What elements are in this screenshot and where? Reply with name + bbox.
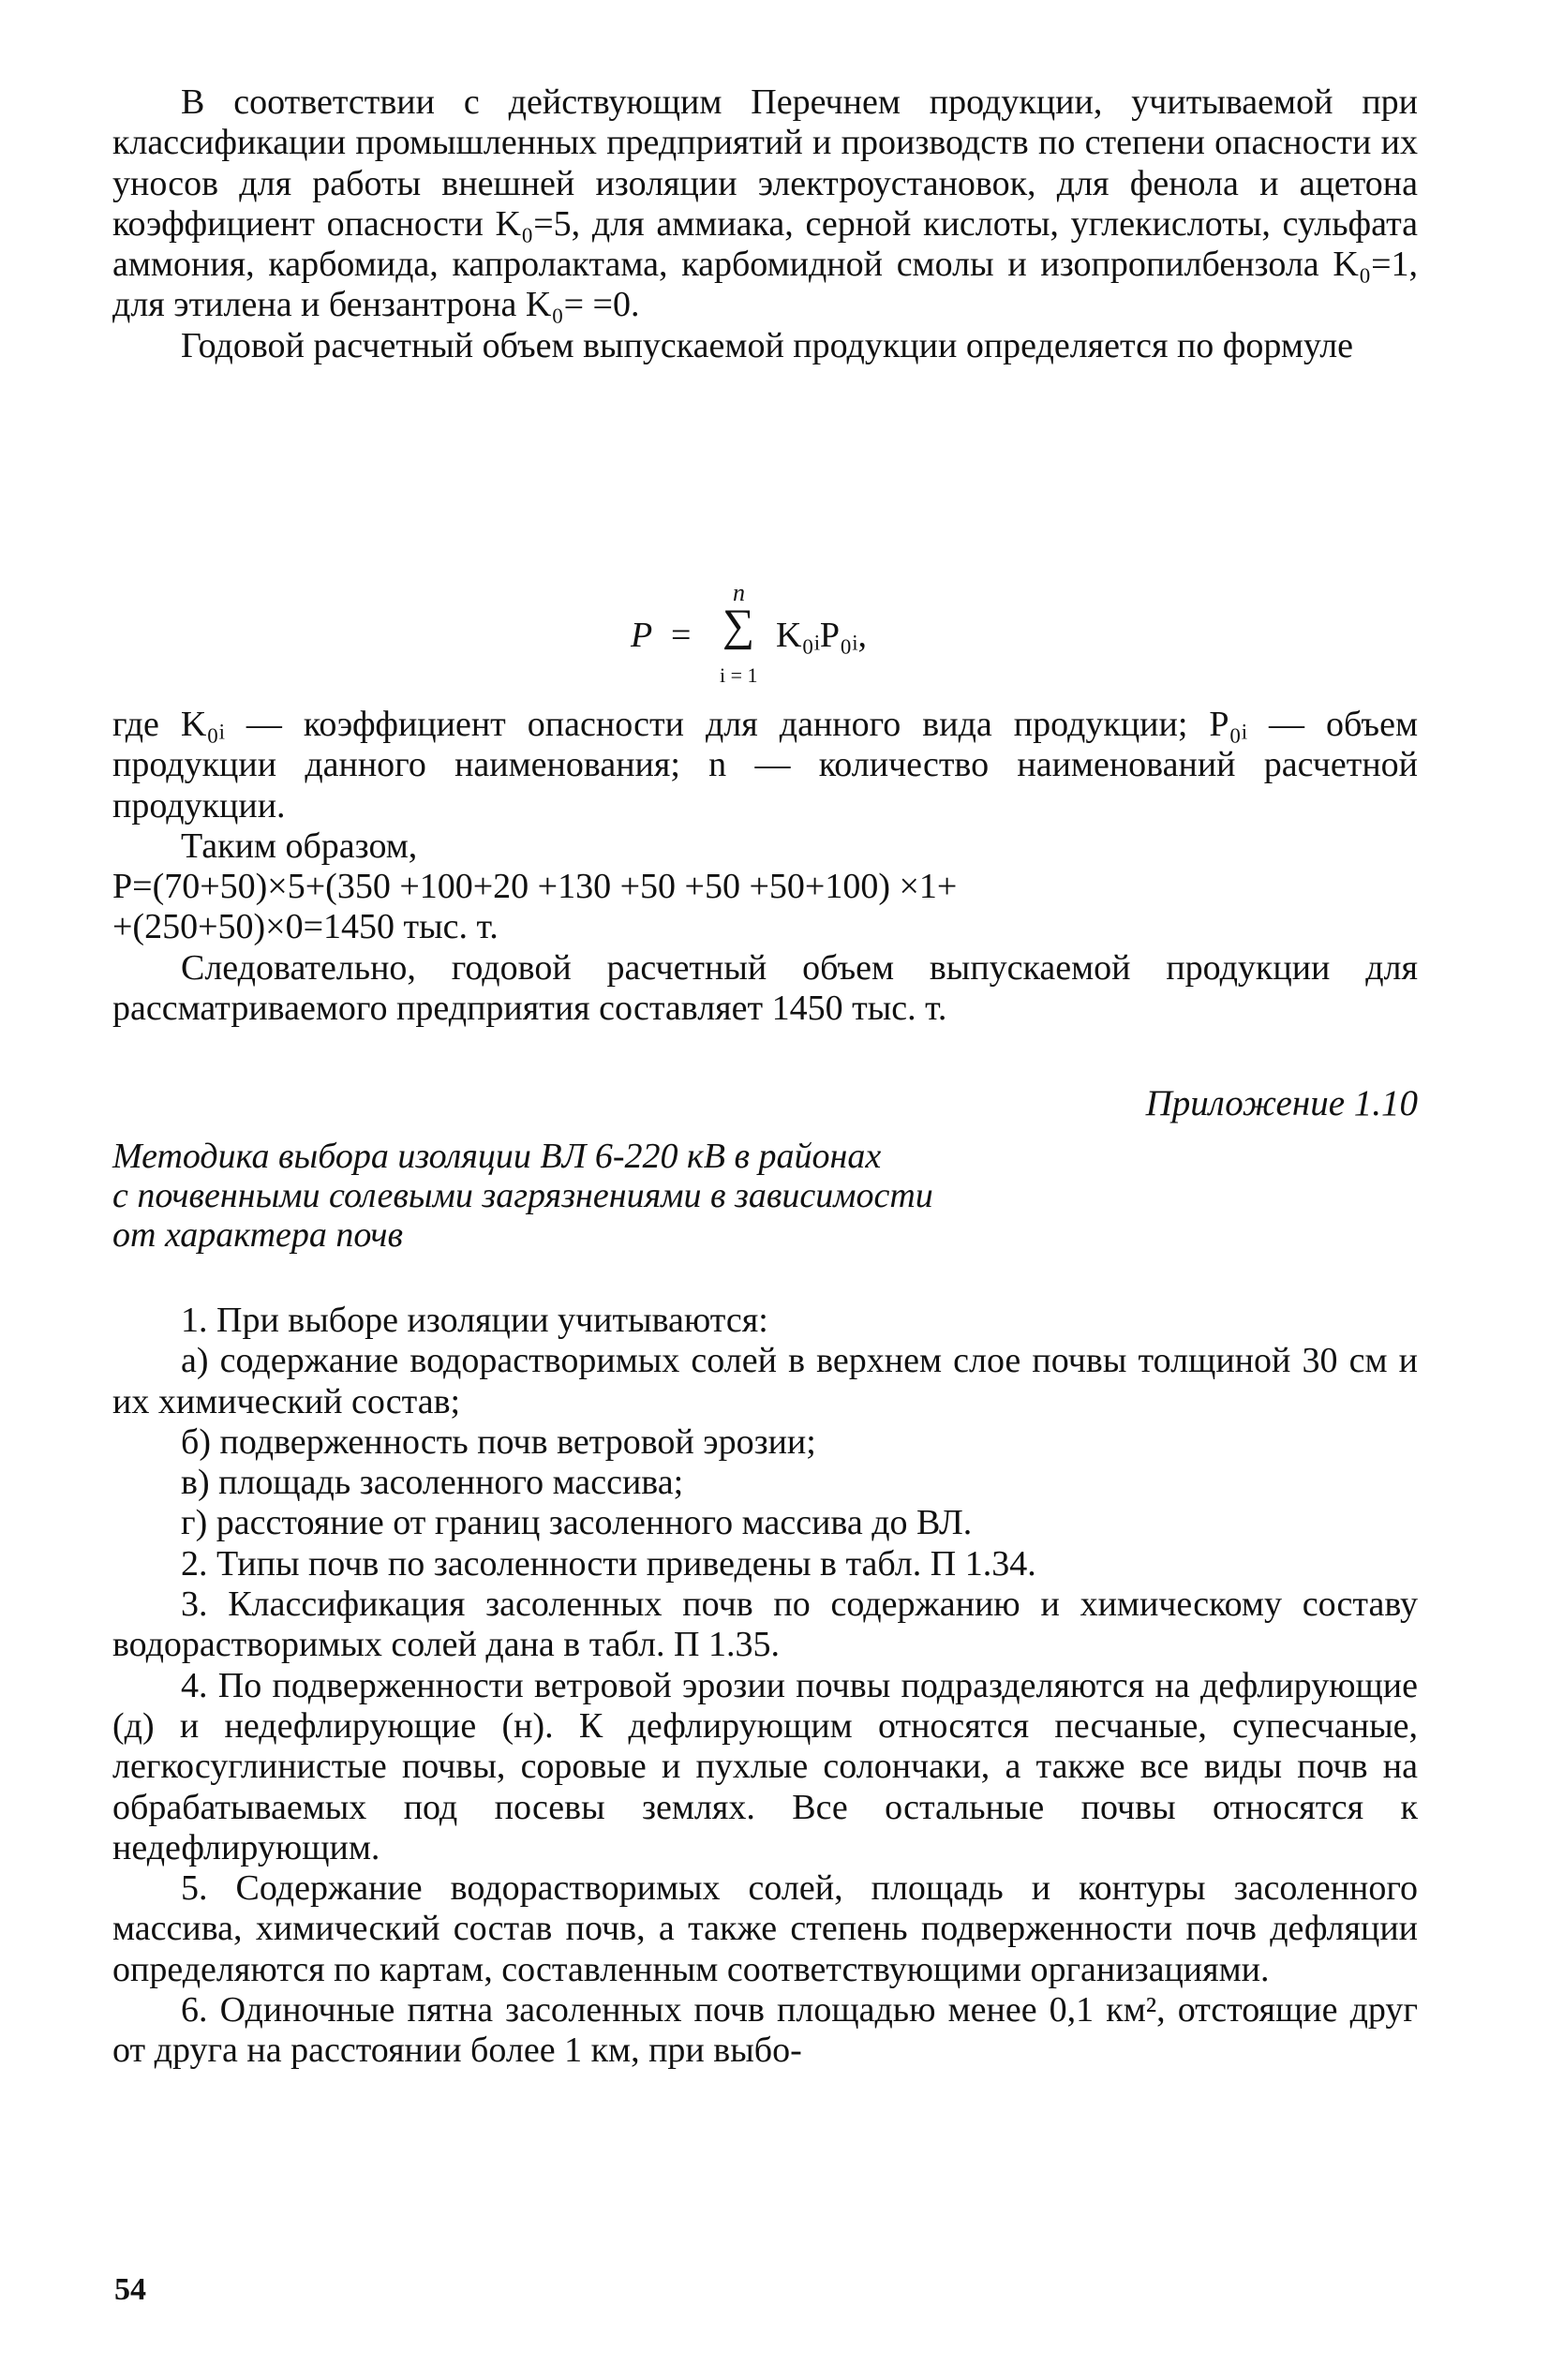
formula-term: K₀ᵢP₀ᵢ, (776, 616, 868, 655)
explanation-text (112, 705, 1418, 1029)
formula-equals: = (671, 616, 692, 655)
method-title (112, 1137, 1331, 1255)
formula-lower-limit: i = 1 (720, 663, 758, 687)
calculation-line-1: P=(70+50)×5+(350 +100+20 +130 +50 +50 +50+100) ×1+ (112, 867, 958, 907)
sum-formula (0, 579, 1549, 692)
formula-upper-limit: n (733, 579, 745, 606)
list-item: б) подверженность почв ветровой эрозии; (181, 1421, 816, 1462)
list-item: 5. Содержание водорастворимых солей, площадь и контуры засоленного массива, химический состав почв, а также степень подверженности почв дефляции определяются по картам, составленным соответствующими организациями. (112, 1868, 1418, 1989)
intro-text (112, 82, 1418, 366)
method-title-line: с почвенными солевыми загрязнениями в зависимости (112, 1176, 933, 1215)
list-item: в) площадь засоленного массива; (181, 1463, 684, 1503)
paragraph-thus: Таким образом, (181, 826, 418, 866)
paragraph-definitions: где K₀ᵢ — коэффициент опасности для данного вида продукции; P₀ᵢ — объем продукции данного наименования; n — количество наименований расчетной продукции. (112, 705, 1418, 826)
method-title-line: от характера почв (112, 1215, 404, 1255)
sigma-symbol: ∑ (722, 601, 755, 650)
paragraph-conclusion: Следовательно, годовой расчетный объем выпускаемой продукции для рассматриваемого предприятия составляет 1450 тыс. т. (112, 947, 1418, 1029)
method-title-line: Методика выбора изоляции ВЛ 6-220 кВ в районах (112, 1137, 882, 1176)
paragraph-formula-intro: Годовой расчетный объем выпускаемой продукции определяется по формуле (181, 325, 1354, 365)
list-item: 1. При выборе изоляции учитываются: (181, 1301, 768, 1340)
calculation-line-2: +(250+50)×0=1450 тыс. т. (112, 907, 499, 947)
method-body (112, 1301, 1418, 2072)
page-number: 54 (114, 2272, 146, 2307)
appendix-label: Приложение 1.10 (1145, 1083, 1418, 1123)
list-item: 2. Типы почв по засоленности приведены в табл. П 1.34. (181, 1543, 1036, 1584)
list-item: 4. По подверженности ветровой эрозии почвы подразделяются на дефлирующие (д) и недефлирующие (н). К дефлирующим относятся песчаные, супесчаные, легкосуглинистые почвы, соровые и пухлые солончаки, а также все виды почв на обрабатываемых под посевы землях. Все остальные почвы относятся к недефлирующим. (112, 1665, 1418, 1867)
list-item: 6. Одиночные пятна засоленных почв площадью менее 0,1 км², отстоящие друг от друга на расстоянии более 1 км, при выбо- (112, 1990, 1418, 2071)
list-item: г) расстояние от границ засоленного массива до ВЛ. (181, 1503, 973, 1543)
paragraph-coefficients: В соответствии с действующим Перечнем продукции, учитываемой при классификации промышленных предприятий и производств по степени опасности их уносов для работы внешней изоляции электроустановок, для фенола и ацетона коэффициент опасности K₀=5, для аммиака, серной кислоты, углекислоты, сульфата аммония, карбомида, капролактама, карбомидной смолы и изопропилбензола K₀=1, для этилена и бензантрона K₀= =0. (112, 82, 1418, 325)
list-item: а) содержание водорастворимых солей в верхнем слое почвы толщиной 30 см и их химический состав; (112, 1341, 1418, 1421)
formula-lhs: P (631, 616, 653, 655)
list-item: 3. Классификация засоленных почв по содержанию и химическому составу водорастворимых солей дана в табл. П 1.35. (112, 1584, 1418, 1665)
